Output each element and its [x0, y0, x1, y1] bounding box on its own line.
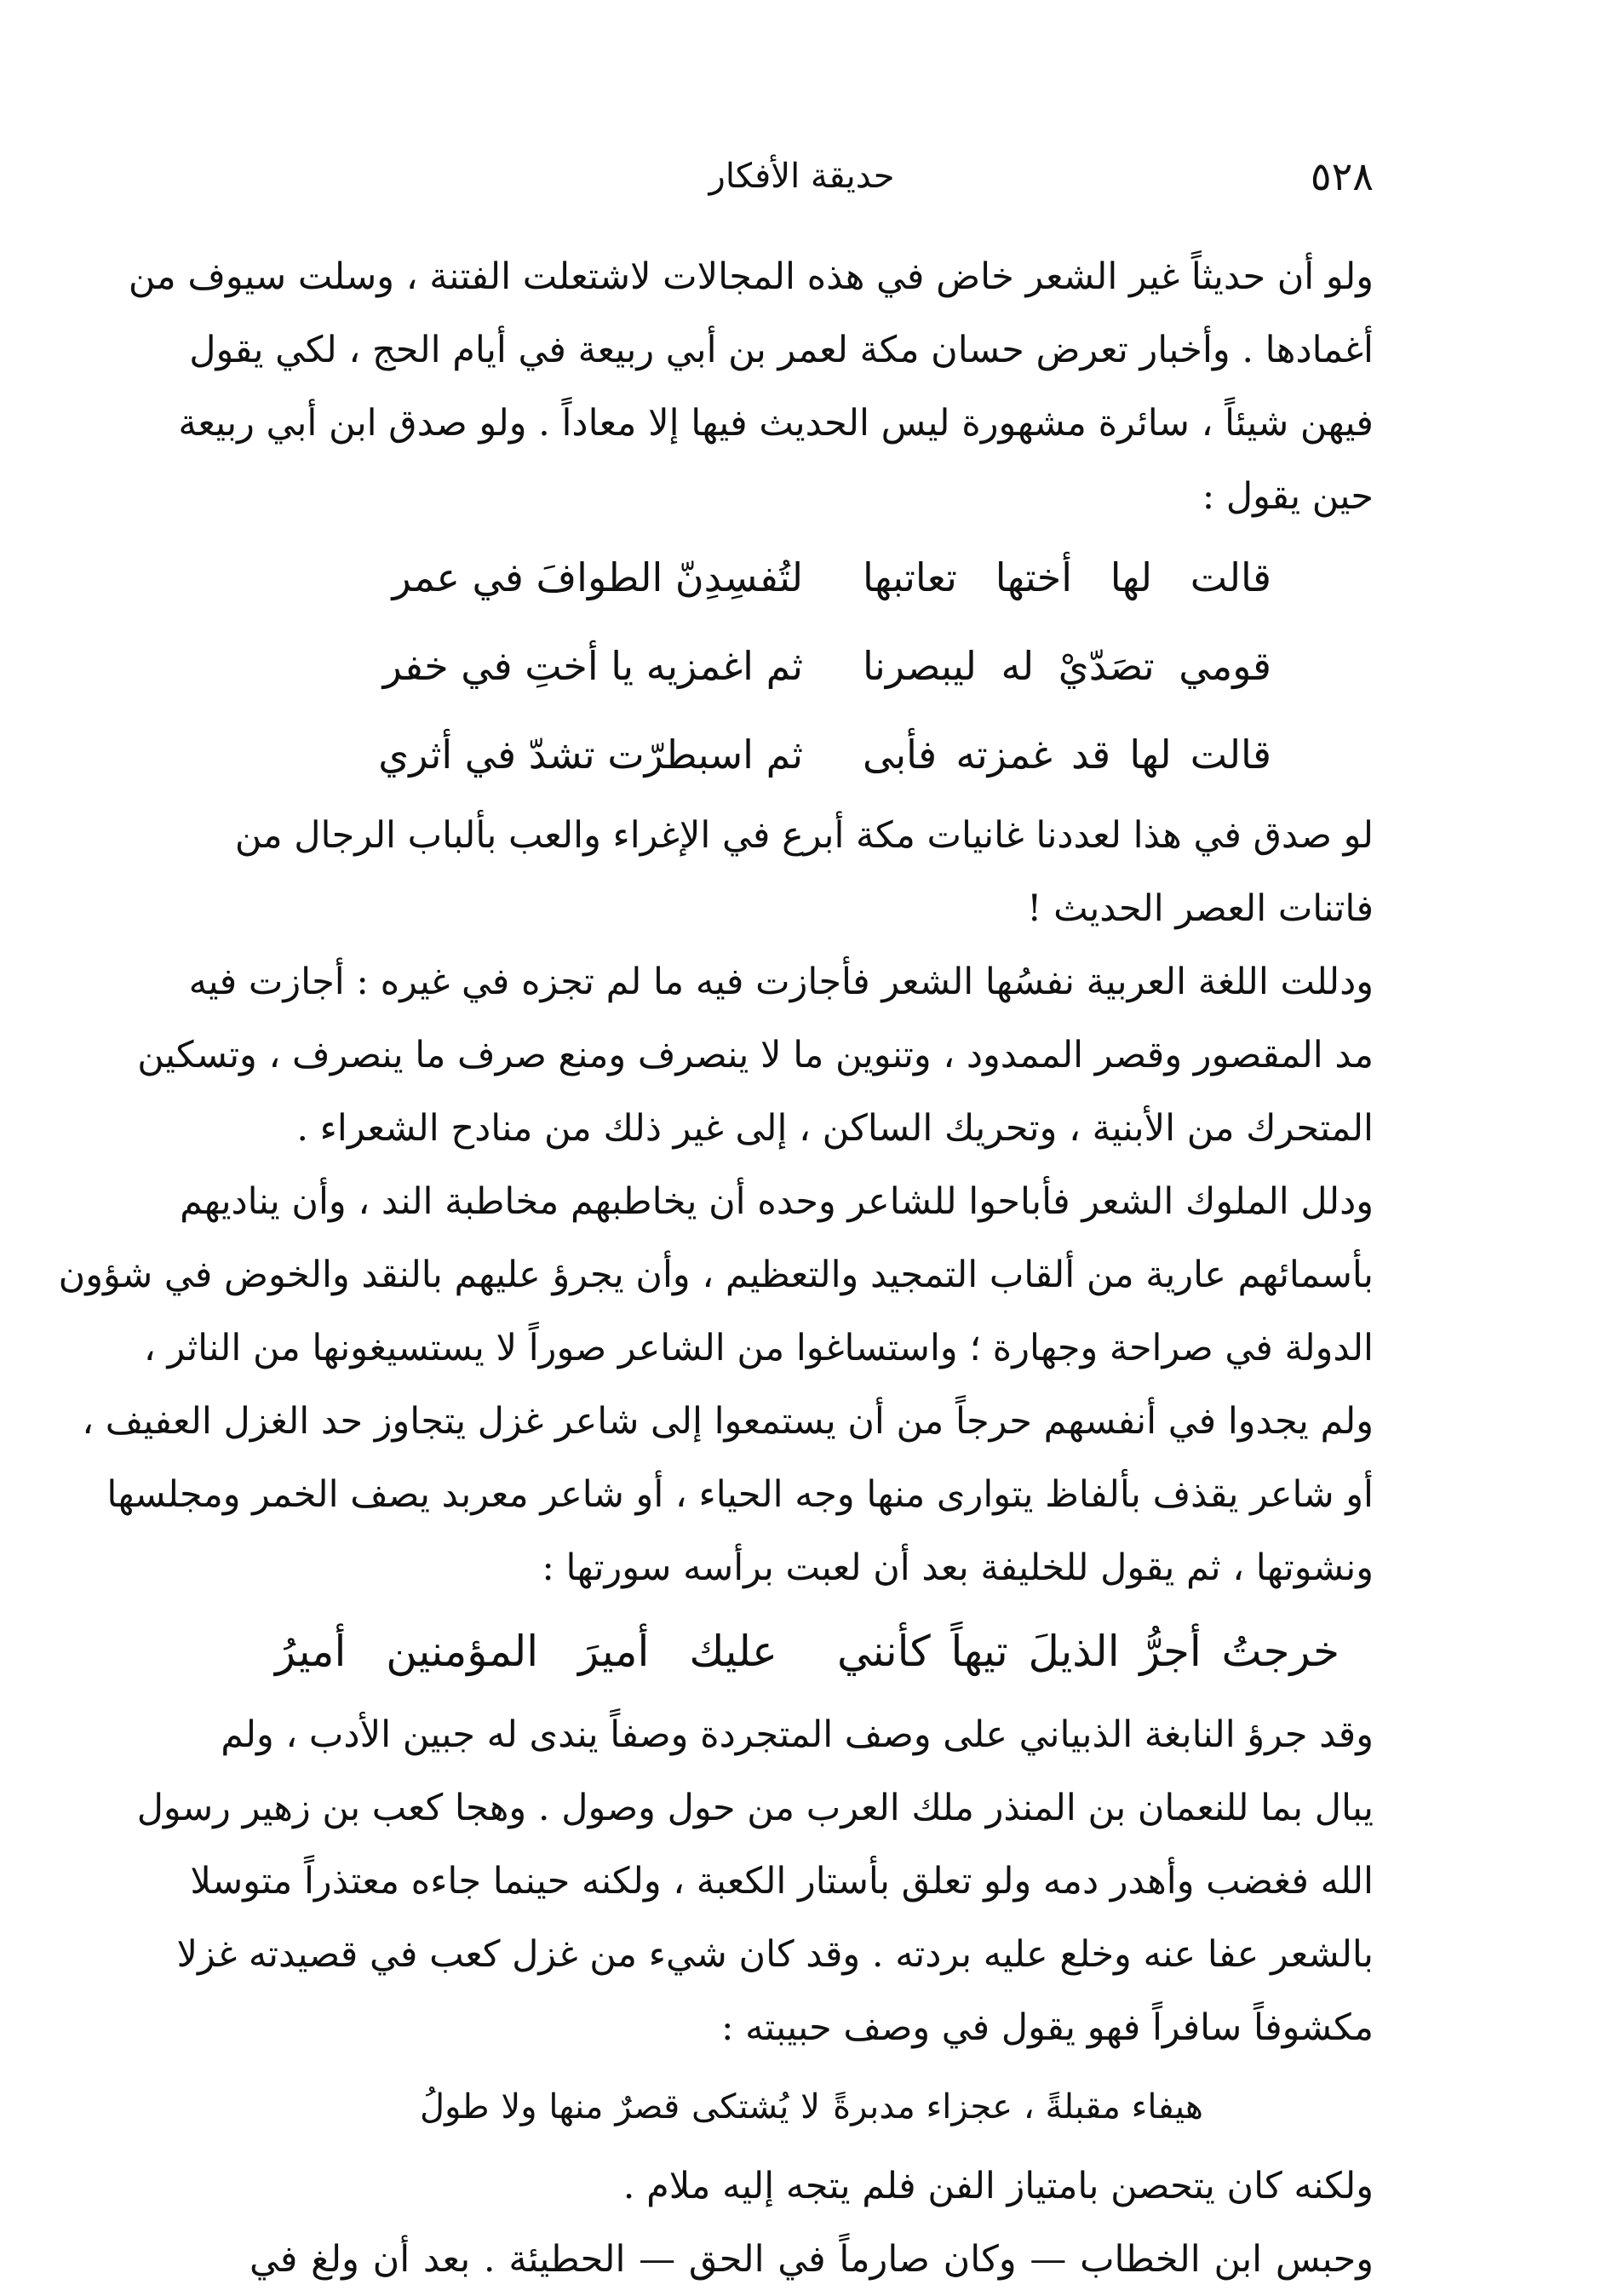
text-line: الله فغضب وأهدر دمه ولو تعلق بأستار الكعبة ، ولكنه حينما جاءه معتذراً متوسلا [190, 1860, 1374, 1903]
verse-first-hemistich: قالت لها قد غمزته فأبى [863, 732, 1271, 778]
body-text [58, 240, 1374, 2296]
running-title: حديقة الأفكار [708, 157, 895, 196]
verse-second-hemistich: لتُفسِدِنّ الطوافَ في عمر [392, 554, 803, 600]
text-line: مد المقصور وقصر الممدود ، وتنوين ما لا ينصرف ومنع صرف ما ينصرف ، وتسكين [137, 1034, 1374, 1076]
text-line: فاتنات العصر الحديث ! [1027, 887, 1374, 930]
verse-second-hemistich: ثم اغمزيه يا أختِ في خفر [382, 643, 803, 689]
verse-second-hemistich: ثم اسبطرّت تشدّ في أثري [378, 732, 803, 778]
text-line: وحبس ابن الخطاب — وكان صارماً في الحق — الحطيئة . بعد أن ولغ في [250, 2238, 1374, 2281]
verse-first-hemistich: هيفاء مقبلةً ، عجزاء مدبرةً [833, 2087, 1203, 2127]
paragraph [128, 240, 1374, 533]
verse-line [250, 2064, 1374, 2150]
text-line: ودلل الملوك الشعر فأباحوا للشاعر وحده أن يخاطبهم مخاطبة الند ، وأن يناديهم [180, 1180, 1374, 1223]
text-line: ولكنه كان يتحصن بامتياز الفن فلم يتجه إليه ملام . [622, 2165, 1374, 2207]
paragraph [58, 1165, 1374, 1604]
text-line: وقد جرؤ النابغة الذبياني على وصف المتجردة وصفاً يندى له جبين الأدب ، ولم [221, 1713, 1374, 1756]
page-number: ٥٢٨ [1310, 153, 1374, 199]
verse-line [250, 622, 1374, 710]
paragraph [234, 799, 1374, 945]
verse-line [250, 710, 1374, 799]
paragraph [250, 2223, 1374, 2296]
verse-second-hemistich: عليك أميرَ المؤمنين أميرُ [275, 1627, 777, 1676]
text-line: بالشعر عفا عنه وخلع عليه بردته . وقد كان شيء من غزل كعب في قصيدته غزلا [176, 1933, 1374, 1976]
paragraph [250, 2150, 1374, 2223]
paragraph [137, 945, 1374, 1165]
text-line: ولم يجدوا في أنفسهم حرجاً من أن يستمعوا إلى شاعر غزل يتجاوز حد الغزل العفيف ، [82, 1400, 1374, 1443]
page-header [230, 153, 1374, 213]
verse-first-hemistich: قالت لها أختها تعاتبها [863, 554, 1271, 600]
text-line: ولو أن حديثاً غير الشعر خاض في هذه المجالات لاشتعلت الفتنة ، وسلت سيوف من [128, 255, 1374, 298]
text-line: فيهن شيئاً ، سائرة مشهورة ليس الحديث فيها إلا معاداً . ولو صدق ابن أبي ربيعة [178, 402, 1374, 445]
text-line: لو صدق في هذا لعددنا غانيات مكة أبرع في الإغراء والعب بألباب الرجال من [234, 814, 1374, 857]
text-line: حين يقول : [1202, 475, 1374, 518]
text-line: أغمادها . وأخبار تعرض حسان مكة لعمر بن أبي ربيعة في أيام الحج ، لكي يقول [189, 329, 1374, 371]
text-line: أو شاعر يقذف بألفاظ يتوارى منها وجه الحياء ، أو شاعر معربد يصف الخمر ومجلسها [106, 1473, 1374, 1516]
text-line: مكشوفاً سافراً فهو يقول في وصف حبيبته : [720, 2006, 1374, 2049]
verse-line [250, 1604, 1374, 1698]
text-line: بأسمائهم عارية من ألقاب التمجيد والتعظيم ، وأن يجرؤ عليهم بالنقد والخوض في شؤون [58, 1254, 1374, 1296]
text-line: يبال بما للنعمان بن المنذر ملك العرب من حول وصول . وهجا كعب بن زهير رسول [136, 1787, 1374, 1829]
verse-second-hemistich: لا يُشتكى قصرٌ منها ولا طولُ [420, 2087, 820, 2127]
verse-first-hemistich: خرجتُ أجرُّ الذيلَ تيهاً كأنني [837, 1627, 1340, 1676]
verse-block [250, 533, 1374, 799]
paragraph [136, 1698, 1374, 2064]
text-line: الدولة في صراحة وجهارة ؛ واستساغوا من الشاعر صوراً لا يستسيغونها من الناثر ، [143, 1327, 1374, 1369]
text-line: ودللت اللغة العربية نفسُها الشعر فأجازت فيه ما لم تجزه في غيره : أجازت فيه [188, 961, 1374, 1003]
verse-line [250, 533, 1374, 622]
text-line: المتحرك من الأبنية ، وتحريك الساكن ، إلى غير ذلك من منادح الشعراء . [296, 1107, 1374, 1150]
verse-first-hemistich: قومي تصَدّيْ له ليبصرنا [863, 643, 1271, 689]
text-line: ونشوتها ، ثم يقول للخليفة بعد أن لعبت برأسه سورتها : [542, 1547, 1374, 1589]
